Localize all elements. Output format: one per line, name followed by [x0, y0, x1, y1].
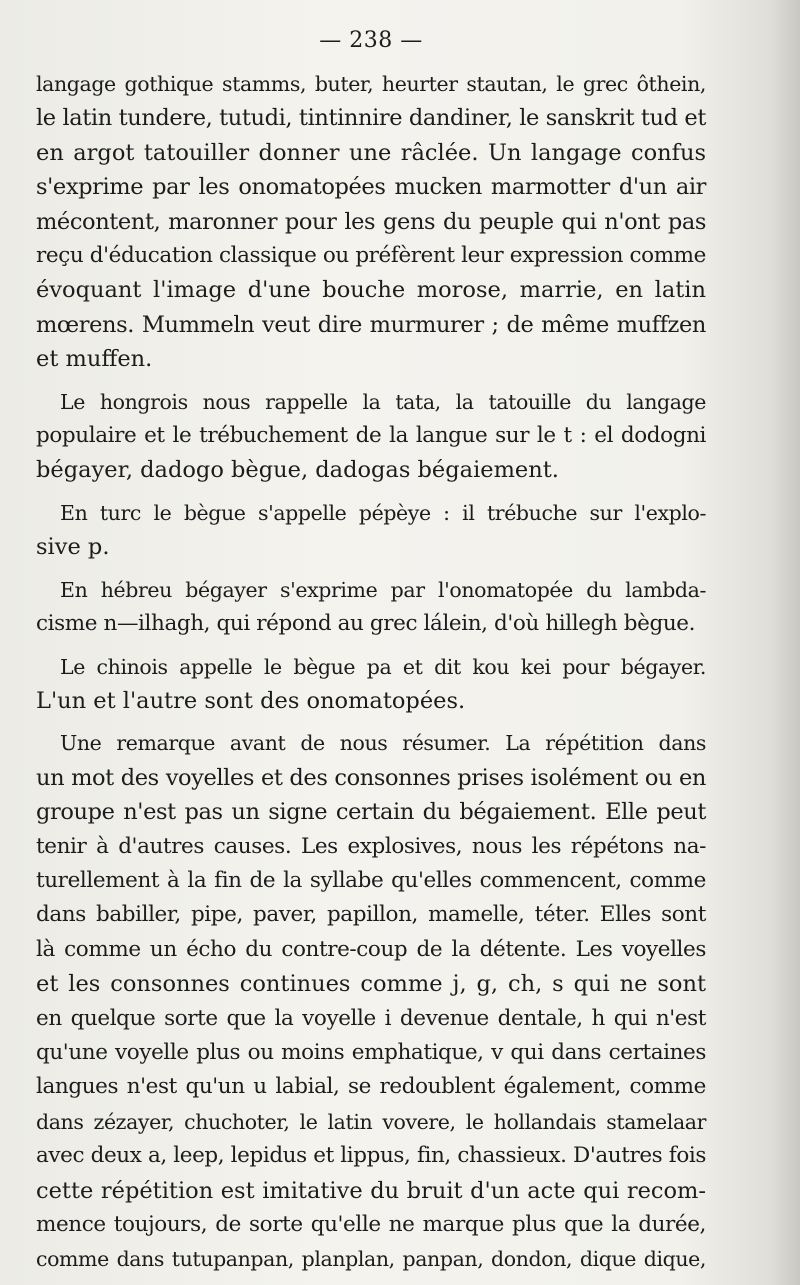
- page-edge-shadow: [770, 0, 800, 1285]
- text-line: mécontent, maronner pour les gens du peuple qui n'ont pas: [36, 208, 706, 235]
- text-line: là comme un écho du contre-coup de la détente. Les voyelles: [36, 936, 706, 962]
- text-line: dans zézayer, chuchoter, le latin vovere, le hollandais stamelaar: [36, 1109, 706, 1134]
- paragraph: [36, 385, 706, 488]
- text-line: Le chinois appelle le bègue pa et dit kou kei pour bégayer.: [60, 654, 706, 679]
- paragraph: [36, 573, 706, 642]
- text-line: bégayer, dadogo bègue, dadogas bégaiement.: [36, 457, 559, 484]
- text-line: s'exprime par les onomatopées mucken marmotter d'un air: [36, 174, 706, 201]
- text-line: mœrens. Mummeln veut dire murmurer ; de même muffzen: [36, 311, 706, 338]
- paragraph: [36, 67, 706, 377]
- text-line: dans babiller, pipe, paver, papillon, mamelle, téter. Elles sont: [36, 902, 706, 928]
- text-line: mence toujours, de sorte qu'elle ne marque plus que la durée,: [36, 1212, 706, 1237]
- text-line: populaire et le trébuchement de la langue sur le t : el dodogni: [36, 423, 706, 449]
- text-line: tenir à d'autres causes. Les explosives, nous les répétons na-: [36, 833, 706, 859]
- text-line: En hébreu bégayer s'exprime par l'onomatopée du lambda-: [60, 577, 706, 602]
- text-line: cisme n—ilhagh, qui répond au grec lálein, d'où hillegh bègue.: [36, 611, 696, 637]
- text-line: le latin tundere, tutudi, tintinnire dandiner, le sanskrit tud et: [36, 105, 706, 132]
- text-line: comme dans tutupanpan, planplan, panpan, dondon, dique dique,: [36, 1247, 706, 1272]
- text-line: cette répétition est imitative du bruit d'un acte qui recom-: [36, 1177, 706, 1204]
- text-line: et les consonnes continues comme j, g, ch, s qui ne sont: [36, 971, 706, 998]
- text-line: évoquant l'image d'une bouche morose, marrie, en latin: [36, 277, 706, 304]
- text-line: L'un et l'autre sont des onomatopées.: [36, 687, 466, 714]
- text-line: et muffen.: [36, 346, 153, 373]
- paragraph: [36, 650, 706, 719]
- text-line: Une remarque avant de nous résumer. La répétition dans: [60, 731, 706, 756]
- text-line: en quelque sorte que la voyelle i devenue dentale, h qui n'est: [36, 1005, 706, 1031]
- text-line: reçu d'éducation classique ou préfèrent leur expression comme: [36, 243, 706, 269]
- text-line: un mot des voyelles et des consonnes prises isolément ou en: [36, 764, 706, 791]
- text-line: Le hongrois nous rappelle la tata, la tatouille du langage: [60, 389, 706, 414]
- paragraph: [36, 496, 706, 565]
- text-line: avec deux a, leep, lepidus et lippus, fin, chassieux. D'autres fois: [36, 1143, 706, 1169]
- text-line: langage gothique stamms, buter, heurter stautan, le grec ôthein,: [36, 72, 706, 96]
- paragraph: [36, 726, 706, 1277]
- text-line: langues n'est qu'un u labial, se redoublent également, comme: [36, 1074, 706, 1100]
- text-line: En turc le bègue s'appelle pépèye : il trébuche sur l'explo-: [60, 500, 706, 525]
- text-line: en argot tatouiller donner une râclée. Un langage confus: [36, 139, 706, 166]
- text-line: qu'une voyelle plus ou moins emphatique, v qui dans certaines: [36, 1039, 706, 1065]
- text-line: groupe n'est pas un signe certain du bégaiement. Elle peut: [36, 799, 706, 826]
- page-number: — 238 —: [319, 28, 423, 53]
- text-line: turellement à la fin de la syllabe qu'elles commencent, comme: [36, 867, 706, 893]
- text-line: sive p.: [36, 534, 110, 561]
